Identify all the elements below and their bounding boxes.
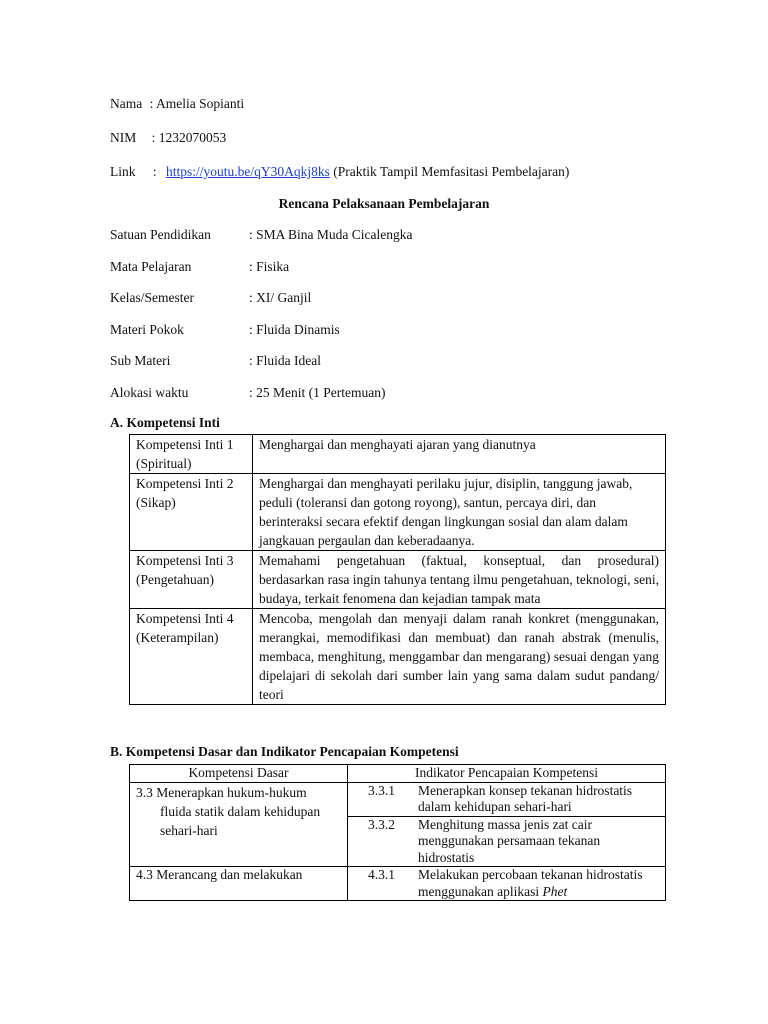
kompetensi-inti-table	[129, 434, 666, 705]
ipk-text: Menghitung massa jenis zat cair menggunakan persamaan tekanan hidrostatis	[418, 816, 601, 865]
nim-line	[110, 130, 226, 146]
kd-cell	[130, 867, 348, 901]
info-value: : Fisika	[249, 259, 290, 274]
link-colon: :	[152, 164, 157, 179]
youtube-link[interactable]: https://youtu.be/qY30Aqkj8ks	[166, 164, 330, 179]
ipk-number: 3.3.2	[368, 816, 395, 832]
ki-desc: Menghargai dan menghayati ajaran yang dianutnya	[253, 435, 666, 474]
kompetensi-dasar-table	[129, 764, 666, 901]
info-value: : 25 Menit (1 Pertemuan)	[249, 385, 386, 400]
link-line	[110, 164, 569, 180]
ipk-text-wrap	[418, 867, 658, 900]
ipk-number: 4.3.1	[368, 867, 395, 882]
ipk-italic-term: Phet	[542, 883, 568, 899]
ki-desc: Memahami pengetahuan (faktual, konseptual, dan prosedural) berdasarkan rasa ingin tahunya tentang ilmu pengetahuan, teknologi, seni, budaya, terkait fenomena dan kejadian tampak mata	[253, 551, 666, 609]
ki-name: Kompetensi Inti 3 (Pengetahuan)	[130, 551, 253, 609]
info-label: Materi Pokok	[110, 322, 184, 337]
info-label: Satuan Pendidikan	[110, 227, 211, 242]
ki-desc: Menghargai dan menghayati perilaku jujur, disiplin, tanggung jawab, peduli (toleransi dan gotong royong), santun, percaya diri, dan berinteraksi secara efektif dengan lingkungan sosial dan alam dalam jangkauan pergaulan dan keberadaanya.	[253, 474, 666, 551]
ipk-cell	[348, 867, 666, 901]
link-note: (Praktik Tampil Memfasitasi Pembelajaran)	[333, 164, 570, 179]
info-label: Sub Materi	[110, 353, 171, 368]
info-label: Mata Pelajaran	[110, 259, 192, 274]
nama-label: Nama	[110, 96, 143, 111]
table-row	[130, 782, 666, 816]
col-header-kd: Kompetensi Dasar	[130, 765, 348, 783]
table-header-row	[130, 765, 666, 783]
info-value: : Fluida Ideal	[249, 353, 321, 368]
info-label: Kelas/Semester	[110, 290, 194, 305]
ipk-text: Melakukan percobaan tekanan hidrostatis menggunakan aplikasi	[418, 867, 643, 899]
nama-value: : Amelia Sopianti	[149, 96, 245, 111]
ipk-number: 3.3.1	[368, 782, 395, 798]
kd-cell	[130, 782, 348, 867]
nim-label: NIM	[110, 130, 137, 145]
info-value: : XI/ Ganjil	[249, 290, 312, 305]
table-row	[130, 551, 666, 609]
kd-text: 4.3 Merancang dan melakukan	[136, 867, 303, 882]
table-row	[130, 867, 666, 901]
section-a-heading: A. Kompetensi Inti	[110, 415, 220, 430]
ki-desc: Mencoba, mengolah dan menyaji dalam ranah konkret (menggunakan, merangkai, memodifikasi dan membuat) dan ranah abstrak (menulis, membaca, menghitung, menggambar dan mengarang) sesuai dengan yang dipelajari di sekolah dari sumber lain yang sama dalam sudut pandang/ teori	[253, 609, 666, 705]
section-b-heading: B. Kompetensi Dasar dan Indikator Pencapaian Kompetensi	[110, 744, 459, 759]
ipk-cell	[348, 782, 666, 816]
table-row	[130, 474, 666, 551]
link-label: Link	[110, 164, 136, 179]
info-value: : SMA Bina Muda Cicalengka	[249, 227, 413, 242]
nama-line	[110, 96, 244, 112]
page-title: Rencana Pelaksanaan Pembelajaran	[278, 196, 490, 211]
ki-name: Kompetensi Inti 4 (Keterampilan)	[130, 609, 253, 705]
info-label: Alokasi waktu	[110, 385, 189, 400]
kd-text: 3.3 Menerapkan hukum-hukum fluida statik dalam kehidupan sehari-hari	[136, 784, 321, 838]
ki-name: Kompetensi Inti 1 (Spiritual)	[130, 435, 253, 474]
ipk-text: Menerapkan konsep tekanan hidrostatis dalam kehidupan sehari-hari	[418, 782, 633, 814]
col-header-ipk: Indikator Pencapaian Kompetensi	[348, 765, 666, 783]
table-row	[130, 435, 666, 474]
table-row	[130, 609, 666, 705]
ipk-cell	[348, 816, 666, 867]
nim-value: : 1232070053	[151, 130, 227, 145]
ki-name: Kompetensi Inti 2 (Sikap)	[130, 474, 253, 551]
info-value: : Fluida Dinamis	[249, 322, 340, 337]
